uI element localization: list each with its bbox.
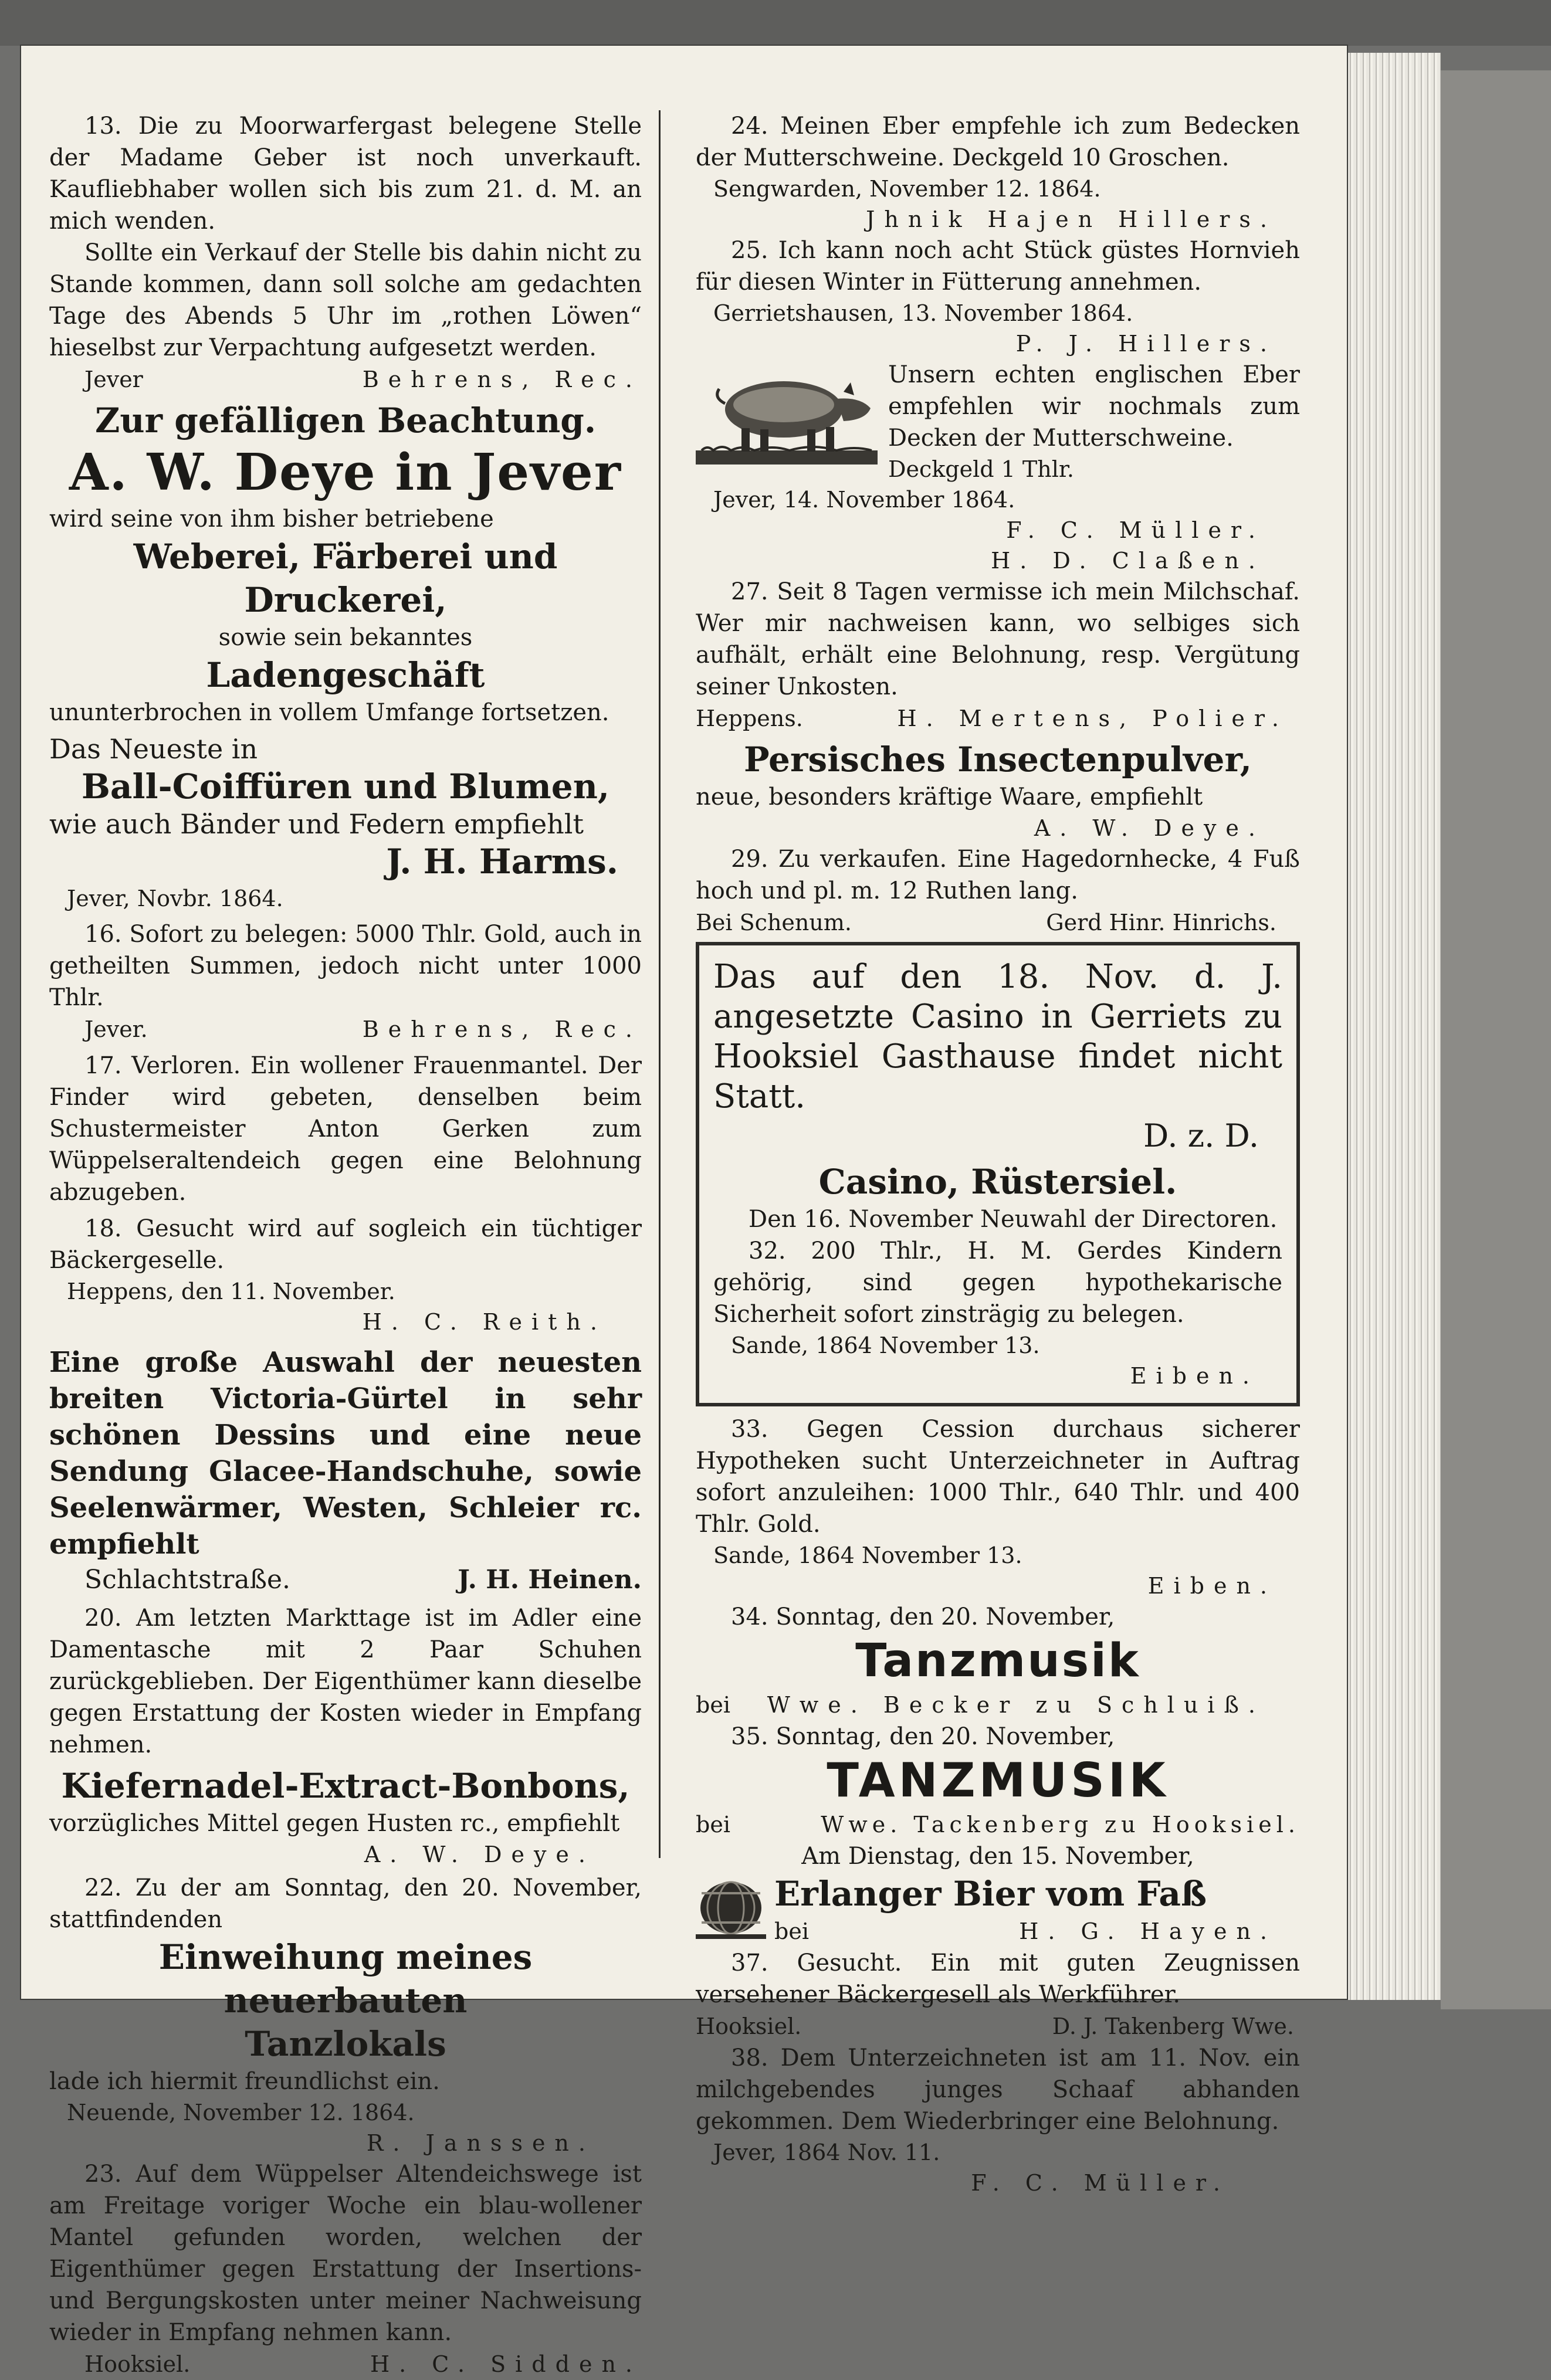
- ad-36-block: [696, 1872, 1300, 1947]
- column-divider: [659, 110, 661, 1858]
- ad-34-heading: Tanzmusik: [855, 1635, 1140, 1687]
- deye-line2: Weberei, Färberei und Druckerei,: [133, 537, 558, 620]
- ad-34-bei: bei: [696, 1692, 730, 1718]
- ad-33-date: Sande, 1864 November 13.: [713, 1542, 1022, 1568]
- ad-16-text: 16. Sofort zu belegen: 5000 Thlr. Gold, auch in getheilten Summen, jedoch nicht unter 1000 Thlr.: [49, 921, 642, 1011]
- deye-line3: sowie sein bekanntes: [218, 624, 473, 651]
- harms-date: Jever, Novbr. 1864.: [67, 886, 283, 911]
- ad-29-text: 29. Zu verkaufen. Eine Hagedornhecke, 4 Fuß hoch und pl. m. 12 Ruthen lang.: [696, 846, 1300, 904]
- bonbons-text: vorzügliches Mittel gegen Husten rc., empfiehlt: [49, 1810, 620, 1837]
- ad-25-signer: P. J. Hillers.: [1015, 331, 1276, 357]
- insect-text: neue, besonders kräftige Waare, empfiehlt: [696, 784, 1203, 811]
- ad-35-host: Wwe. Tackenberg zu Hooksiel.: [821, 1812, 1300, 1837]
- ad-35-line: 35. Sonntag, den 20. November,: [731, 1723, 1115, 1750]
- ad-17-text: 17. Verloren. Ein wollener Frauenmantel. Der Finder wird gebeten, denselben beim Schustermeister Anton Gerken zum Wüppelseraltendeich gegen eine Belohnung abzugeben.: [49, 1052, 642, 1206]
- ad-22-text: 22. Zu der am Sonntag, den 20. November, stattfindenden: [49, 1874, 642, 1933]
- deye-line4: Ladengeschäft: [206, 655, 485, 695]
- ad-26-signer2: H. D. Claßen.: [991, 548, 1265, 574]
- ad-20-text: 20. Am letzten Markttage ist im Adler eine Damentasche mit 2 Paar Schuhen zurückgeblieben. Der Eigenthümer kann dieselbe gegen Erstattung der Kosten wieder in Empfang nehmen.: [49, 1605, 642, 1758]
- ad-16-signature: [49, 1013, 642, 1045]
- ad-35-host-row: [696, 1809, 1300, 1840]
- book-cover-edge: [1441, 70, 1551, 2009]
- insect-signer: A. W. Deye.: [1034, 815, 1265, 841]
- ad-18-text: 18. Gesucht wird auf sogleich ein tüchtiger Bäckergeselle.: [49, 1215, 642, 1274]
- ad-37-signature: [696, 2011, 1300, 2042]
- ad-36-heading: Erlanger Bier vom Faß: [774, 1874, 1207, 1914]
- ad-24-signer: Jhnik Hajen Hillers.: [866, 206, 1276, 232]
- ad-22-text2: lade ich hiermit freundlichst ein.: [49, 2068, 440, 2095]
- ad-13-signer: Behrens, Rec.: [362, 367, 642, 392]
- ad-38-text: 38. Dem Unterzeichneten ist am 11. Nov. ein milchgebendes junges Schaaf abhanden gekommen. Dem Wiederbringer eine Belohnung.: [696, 2045, 1300, 2135]
- ad-24-date: Sengwarden, November 12. 1864.: [713, 176, 1101, 202]
- ad-36-host-row: [774, 1915, 1300, 1947]
- ad-13-text2: Sollte ein Verkauf der Stelle bis dahin nicht zu Stande kommen, dann soll solche am gedachten Tage des Abends 5 Uhr im „rothen Löwen“ hieselbst zur Verpachtung aufgesetzt werden.: [49, 239, 642, 361]
- scanner-background-top: [0, 0, 1551, 46]
- casino-box-signer: D. z. D.: [1143, 1117, 1259, 1154]
- pig-woodcut-icon: [696, 362, 878, 468]
- ad-29-place: Bei Schenum.: [696, 910, 852, 935]
- deye-line1: wird seine von ihm bisher betriebene: [49, 506, 494, 533]
- ad-37-signer: D. J. Takenberg Wwe.: [1052, 2013, 1294, 2039]
- ad-26-text: Unsern echten englischen Eber empfehlen wir nochmals zum Decken der Mutterschweine.: [888, 361, 1300, 452]
- ad-38-signer: F. C. Müller.: [971, 2170, 1230, 2196]
- casino-text2: Den 16. November Neuwahl der Directoren.: [749, 1206, 1278, 1233]
- ad-29-signer: Gerd Hinr. Hinrichs.: [1046, 910, 1276, 935]
- heinen-name: J. H. Heinen.: [458, 1565, 642, 1595]
- ad-22-heading1: Einweihung meines neuerbauten: [158, 1937, 533, 2020]
- heinen-signature: [49, 1562, 642, 1598]
- ad-36-host: H. G. Hayen.: [1019, 1918, 1276, 1944]
- ad-26-date: Jever, 14. November 1864.: [713, 487, 1015, 513]
- ad-26-fee: Deckgeld 1 Thlr.: [888, 456, 1074, 482]
- bonbons-signer: A. W. Deye.: [364, 1842, 595, 1867]
- ad-22-heading2: Tanzlokals: [245, 2024, 446, 2064]
- ad-34-host-row: [696, 1689, 1300, 1721]
- deye-heading: Zur gefälligen Beachtung.: [94, 401, 597, 440]
- ad-18-date: Heppens, den 11. November.: [67, 1279, 395, 1304]
- ad-34-host: Wwe. Becker zu Schluiß.: [767, 1692, 1265, 1718]
- ad-34-line: 34. Sonntag, den 20. November,: [731, 1603, 1115, 1630]
- ad-37-text: 37. Gesucht. Ein mit guten Zeugnissen versehener Bäckergesell als Werkführer.: [696, 1950, 1300, 2008]
- heinen-text: Eine große Auswahl der neuesten breiten Victoria-Gürtel in sehr schönen Dessins und eine neue Sendung Glacee-Handschuhe, sowie Seelenwärmer, Westen, Schleier rc. empfiehlt: [49, 1346, 642, 1561]
- harms-line2: Ball-Coiffüren und Blumen,: [81, 767, 610, 806]
- ad-33-signer: Eiben.: [1147, 1573, 1276, 1599]
- ad-32-signer: Eiben.: [1130, 1363, 1259, 1389]
- ad-23-text: 23. Auf dem Wüppelser Altendeichswege ist am Freitage voriger Woche ein blau-wollener Mantel gefunden worden, welchen der Eigenthümer gegen Erstattung der Insertions- und Bergungskosten unter meiner Nachweisung wieder in Empfang nehmen kann.: [49, 2161, 642, 2346]
- left-column: [49, 110, 642, 2380]
- ad-26-block: [696, 359, 1300, 515]
- insect-heading: Persisches Insectenpulver,: [743, 740, 1252, 779]
- ad-26-signer1: F. C. Müller.: [1006, 517, 1265, 543]
- harms-name: J. H. Harms.: [386, 842, 618, 882]
- ad-16-signer: Behrens, Rec.: [362, 1016, 642, 1042]
- ad-32-text: 32. 200 Thlr., H. M. Gerdes Kindern gehörig, sind gegen hypothekarische Sicherheit sofort zinsträgig zu belegen.: [713, 1238, 1282, 1328]
- casino-box-text: Das auf den 18. Nov. d. J. angesetzte Casino in Gerriets zu Hooksiel Gasthause findet nicht Statt.: [713, 958, 1282, 1116]
- page-stack-edge: [1347, 53, 1441, 2000]
- ad-35-bei: bei: [696, 1812, 730, 1837]
- ad-25-text: 25. Ich kann noch acht Stück güstes Hornvieh für diesen Winter in Fütterung annehmen.: [696, 237, 1300, 296]
- ad-37-place: Hooksiel.: [696, 2013, 802, 2039]
- ad-38-date: Jever, 1864 Nov. 11.: [713, 2140, 940, 2165]
- casino-box: [696, 942, 1300, 1406]
- ad-36-line: Am Dienstag, den 15. November,: [801, 1843, 1194, 1870]
- deye-line5: ununterbrochen in vollem Umfange fortsetzen.: [49, 699, 609, 726]
- ad-33-text: 33. Gegen Cession durchaus sicherer Hypotheken sucht Unterzeichneter in Auftrag sofort anzuleihen: 1000 Thlr., 640 Thlr. und 400 Thlr. Gold.: [696, 1416, 1300, 1538]
- ad-23-place: Hooksiel.: [84, 2351, 191, 2377]
- ad-22-signer: R. Janssen.: [366, 2130, 595, 2156]
- ad-25-date: Gerrietshausen, 13. November 1864.: [713, 300, 1133, 326]
- ad-13-signature: [49, 364, 642, 395]
- barrel-icon: [696, 1876, 766, 1940]
- ad-23-signer: H. C. Sidden.: [370, 2351, 642, 2377]
- ad-23-signature: [49, 2348, 642, 2380]
- ad-27-signature: [696, 703, 1300, 734]
- harms-line1: Das Neueste in: [49, 733, 258, 765]
- ad-22-date: Neuende, November 12. 1864.: [67, 2100, 415, 2125]
- ad-36-bei: bei: [774, 1918, 809, 1944]
- right-column: [696, 110, 1300, 2198]
- ad-27-signer: H. Mertens, Polier.: [897, 706, 1288, 731]
- ad-27-place: Heppens.: [696, 706, 803, 731]
- ad-13-place: Jever: [84, 367, 143, 392]
- casino-heading: Casino, Rüstersiel.: [818, 1162, 1177, 1202]
- heinen-place: Schlachtstraße.: [84, 1565, 291, 1595]
- ad-29-signature: [696, 907, 1300, 938]
- ad-32-date: Sande, 1864 November 13.: [731, 1333, 1040, 1358]
- ad-13-text: 13. Die zu Moorwarfergast belegene Stelle der Madame Geber ist noch unverkauft. Kaufliebhaber wollen sich bis zum 21. d. M. an mich wenden.: [49, 113, 642, 235]
- ad-35-heading: TANZMUSIK: [827, 1753, 1169, 1808]
- bonbons-heading: Kiefernadel-Extract-Bonbons,: [61, 1766, 630, 1806]
- newspaper-page: [21, 46, 1347, 2377]
- harms-line3: wie auch Bänder und Federn empfiehlt: [49, 808, 584, 840]
- ad-24-text: 24. Meinen Eber empfehle ich zum Bedecken der Mutterschweine. Deckgeld 10 Groschen.: [696, 113, 1300, 171]
- ad-16-place: Jever.: [84, 1016, 148, 1042]
- deye-firm: A. W. Deye in Jever: [69, 443, 622, 502]
- ad-18-signer: H. C. Reith.: [362, 1309, 607, 1335]
- ad-27-text: 27. Seit 8 Tagen vermisse ich mein Milchschaf. Wer mir nachweisen kann, wo selbiges sich aufhält, erhält eine Belohnung, resp. Vergütung seiner Unkosten.: [696, 578, 1300, 700]
